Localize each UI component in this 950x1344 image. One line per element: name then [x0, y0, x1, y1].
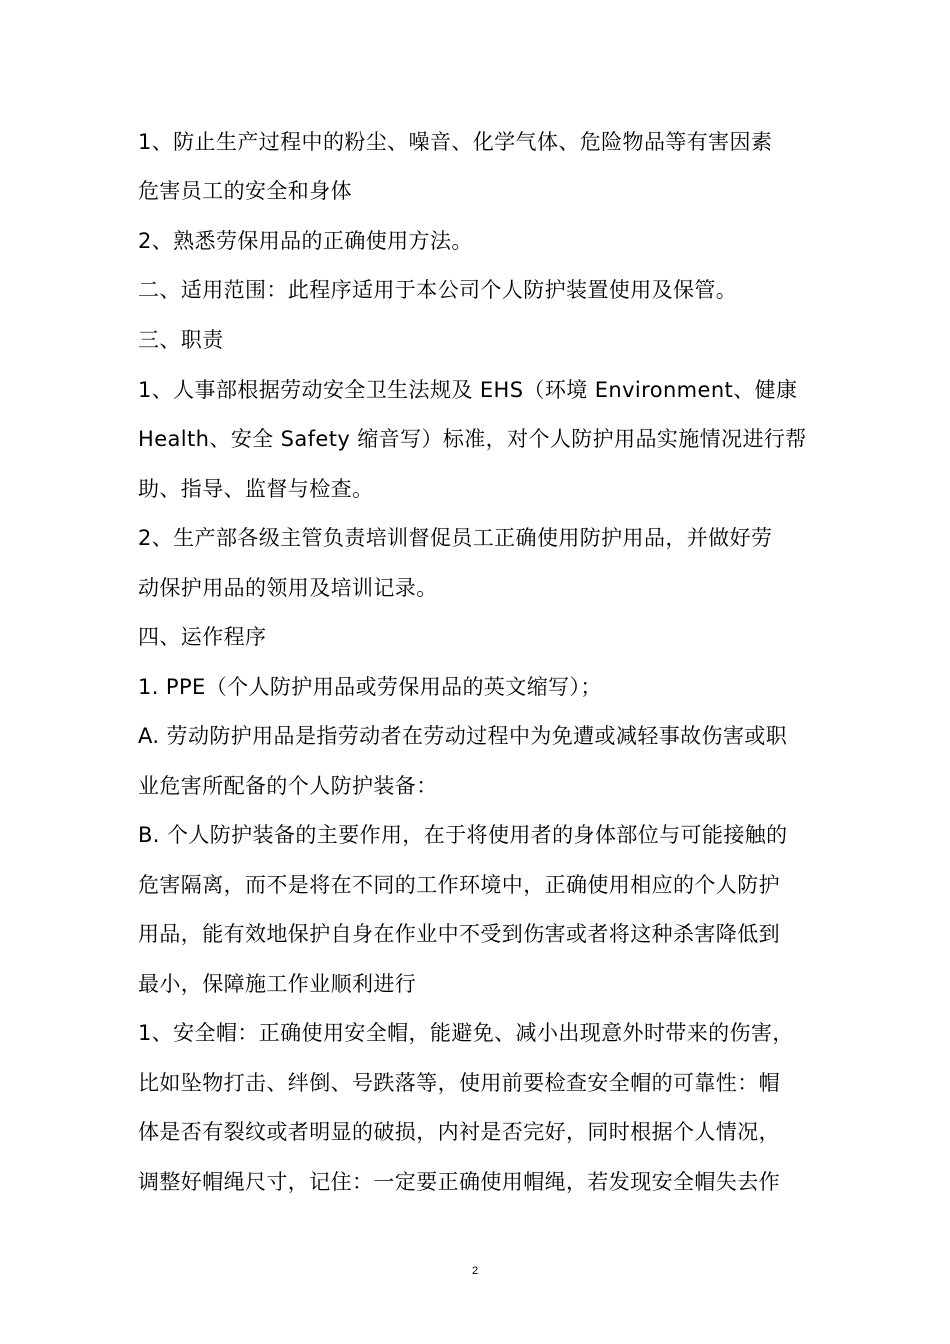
text-line: 2、熟悉劳保用品的正确使用方法。: [138, 229, 473, 253]
text-line: 1、人事部根据劳动安全卫生法规及 EHS（环境 Environment、健康: [138, 378, 798, 402]
text-line: Health、安全 Safety 缩音写）标准，对个人防护用品实施情况进行帮: [138, 427, 807, 451]
text-line: 1、防止生产过程中的粉尘、噪音、化学气体、危险物品等有害因素: [138, 130, 773, 154]
text-line: 体是否有裂纹或者明显的破损，内衬是否完好，同时根据个人情况，: [138, 1120, 780, 1144]
text-line: 业危害所配备的个人防护装备：: [138, 774, 438, 798]
text-line: 1. PPE（个人防护用品或劳保用品的英文缩写）；: [138, 675, 602, 699]
text-line: 助、指导、监督与检查。: [138, 477, 374, 501]
text-line: 1、安全帽：正确使用安全帽，能避免、减小出现意外时带来的伤害，: [138, 1021, 794, 1045]
text-line: 2、生产部各级主管负责培训督促员工正确使用防护用品，并做好劳: [138, 526, 773, 550]
text-line: 用品，能有效地保护自身在作业中不受到伤害或者将这种杀害降低到: [138, 922, 780, 946]
page-number: 2: [471, 1265, 479, 1277]
text-line: B. 个人防护装备的主要作用，在于将使用者的身体部位与可能接触的: [138, 823, 788, 847]
text-line: 最小，保障施工作业顺利进行: [138, 972, 417, 996]
section-heading: 三、职责: [138, 328, 224, 352]
text-line: 动保护用品的领用及培训记录。: [138, 576, 438, 600]
section-heading: 四、运作程序: [138, 625, 267, 649]
text-line: 危害隔离，而不是将在不同的工作环境中，正确使用相应的个人防护: [138, 873, 780, 897]
text-line: 二、适用范围：此程序适用于本公司个人防护装置使用及保管。: [138, 278, 738, 302]
text-line: 调整好帽绳尺寸，记住：一定要正确使用帽绳，若发现安全帽失去作: [138, 1170, 780, 1194]
text-line: 危害员工的安全和身体: [138, 179, 352, 203]
text-line: 比如坠物打击、绊倒、号跌落等，使用前要检查安全帽的可靠性：帽: [138, 1071, 780, 1095]
text-line: A. 劳动防护用品是指劳动者在劳动过程中为免遭或减轻事故伤害或职: [138, 724, 788, 748]
